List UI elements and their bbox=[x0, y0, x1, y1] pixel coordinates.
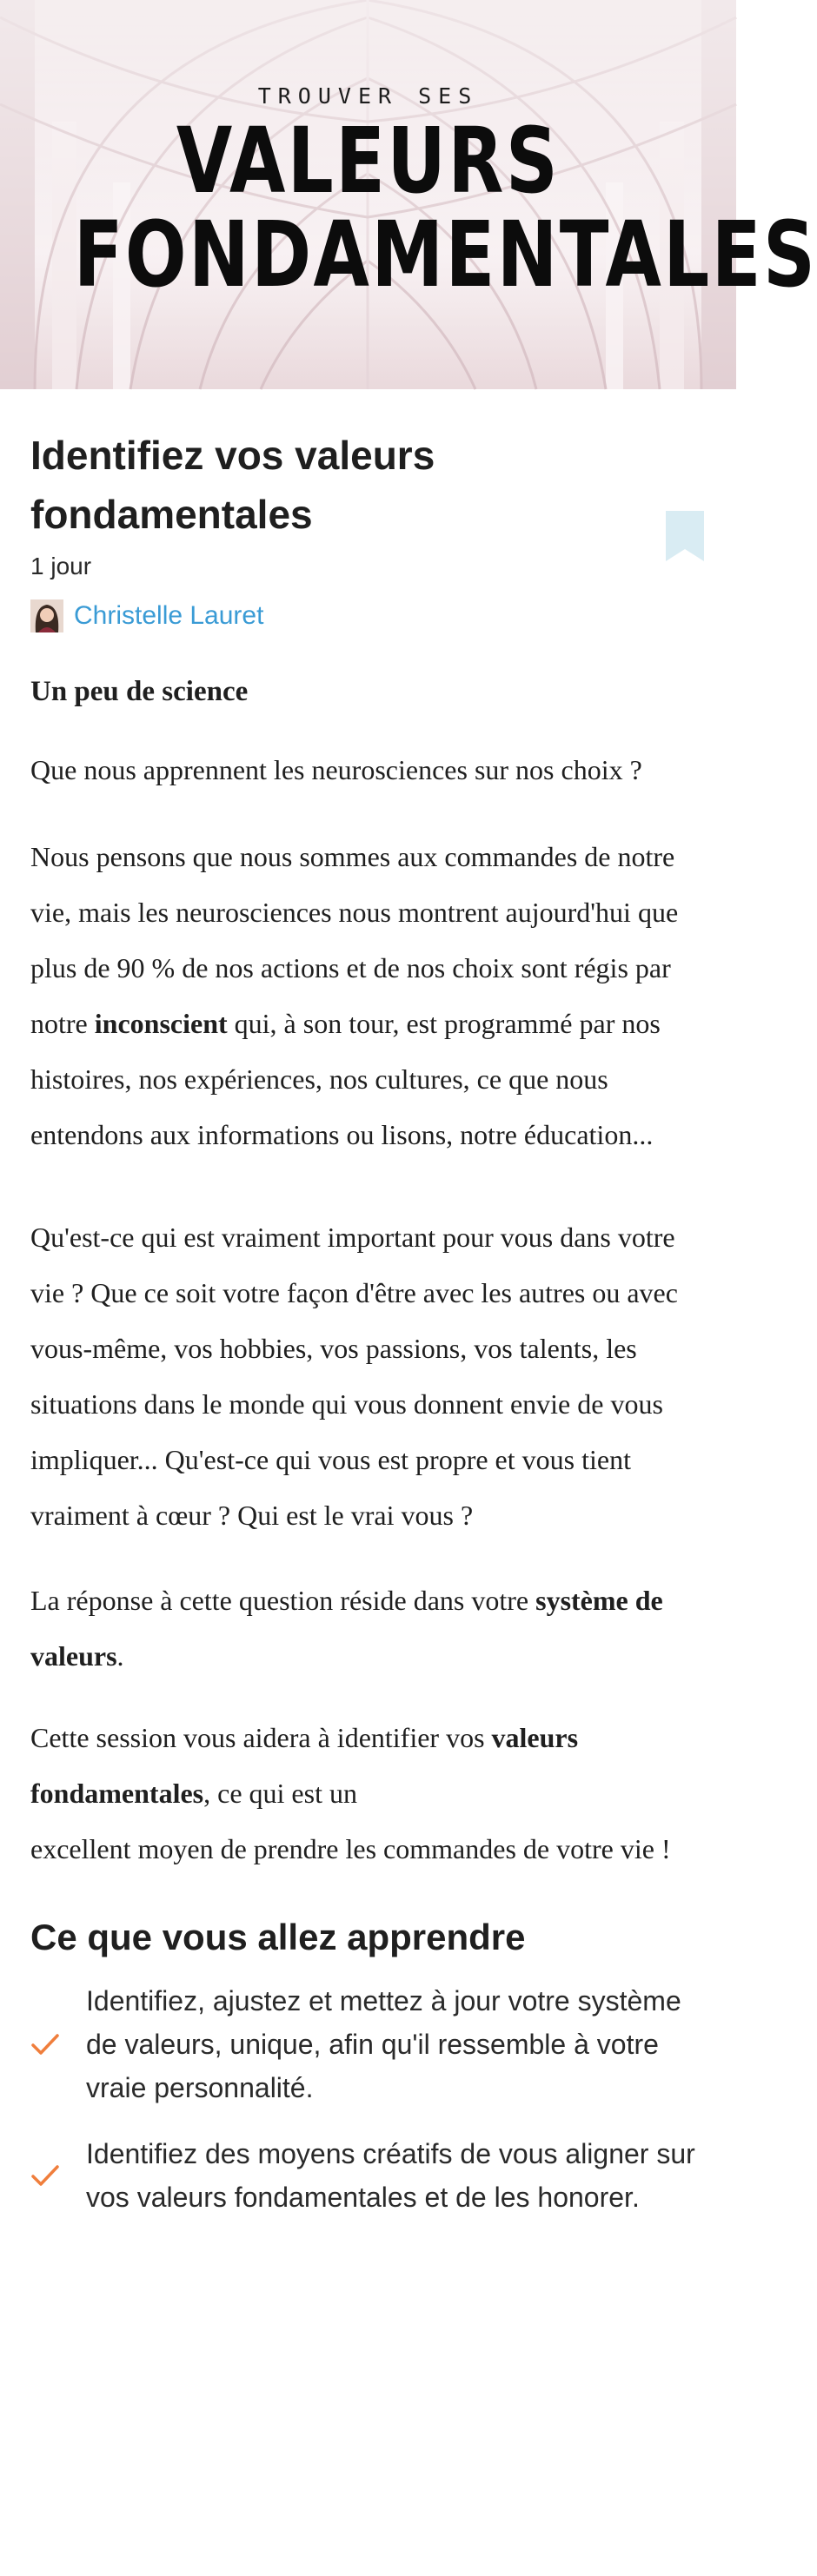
text-span: Nous pensons que nous sommes aux commandes de notre vie, mais les neurosciences nous montrent aujourd'hui que plus de 90 % de nos actions et de nos choix sont régis par notre bbox=[30, 841, 679, 1039]
learn-list bbox=[30, 1979, 706, 2219]
hero-kicker: TROUVER SES bbox=[257, 83, 479, 109]
author-link[interactable]: Christelle Lauret bbox=[74, 601, 264, 630]
session-duration: 1 jour bbox=[30, 553, 92, 579]
author-row[interactable] bbox=[30, 599, 706, 632]
check-icon bbox=[30, 2162, 60, 2189]
text-span: excellent moyen de prendre les commandes de votre vie ! bbox=[30, 1833, 671, 1864]
bold-text: système de valeurs bbox=[30, 1585, 663, 1672]
article-heading: Un peu de science bbox=[30, 676, 249, 707]
author-avatar[interactable] bbox=[30, 599, 63, 632]
text-span: . bbox=[116, 1640, 124, 1672]
text-span: La réponse à cette question réside dans votre bbox=[30, 1585, 536, 1616]
learn-item-text: Identifiez des moyens créatifs de vous aligner sur vos valeurs fondamentales et de les honorer. bbox=[86, 2138, 695, 2213]
hero-title-line2: FONDAMENTALES bbox=[73, 202, 817, 308]
article-paragraph bbox=[30, 1710, 706, 1877]
learn-item bbox=[30, 1979, 706, 2109]
learn-item-text: Identifiez, ajustez et mettez à jour votre système de valeurs, unique, afin qu'il ressemble à votre vraie personnalité. bbox=[86, 1985, 681, 2103]
avatar-image bbox=[30, 599, 63, 632]
hero-title-block bbox=[0, 83, 817, 308]
article-paragraph: Qu'est-ce qui est vraiment important pour vous dans votre vie ? Que ce soit votre façon d'être avec les autres ou avec vous-même, vos hobbies, vos passions, vos talents, les situations dans le monde qui vous donnent envie de vous impliquer... Qu'est-ce qui vous est propre et vous tient vraiment à cœur ? Qui est le vrai vous ? bbox=[30, 1222, 678, 1531]
text-span: , ce qui est un bbox=[203, 1778, 357, 1809]
learn-heading: Ce que vous allez apprendre bbox=[30, 1917, 526, 1957]
text-span: Cette session vous aidera à identifier vos bbox=[30, 1722, 492, 1753]
text-span: qui, à son tour, est programmé par nos histoires, nos expériences, nos cultures, ce que nous entendons aux informations ou lisons, notre éducation... bbox=[30, 1008, 661, 1150]
article-paragraph bbox=[30, 1573, 706, 1684]
check-icon bbox=[30, 2031, 60, 2057]
article-paragraph: Que nous apprennent les neurosciences sur nos choix ? bbox=[30, 754, 642, 785]
title-row bbox=[30, 426, 706, 544]
session-content bbox=[0, 426, 736, 2219]
article-body bbox=[30, 664, 706, 1877]
page-title: Identifiez vos valeurs fondamentales bbox=[30, 433, 435, 537]
hero-banner bbox=[0, 0, 817, 389]
article-paragraph bbox=[30, 829, 706, 1162]
hero-title bbox=[73, 108, 817, 308]
bold-text: valeurs fondamentales bbox=[30, 1722, 579, 1809]
bookmark-icon[interactable] bbox=[664, 509, 706, 563]
hero-title-line1: VALEURS bbox=[176, 108, 561, 214]
learn-item bbox=[30, 2132, 706, 2219]
bold-text: inconscient bbox=[94, 1008, 228, 1039]
